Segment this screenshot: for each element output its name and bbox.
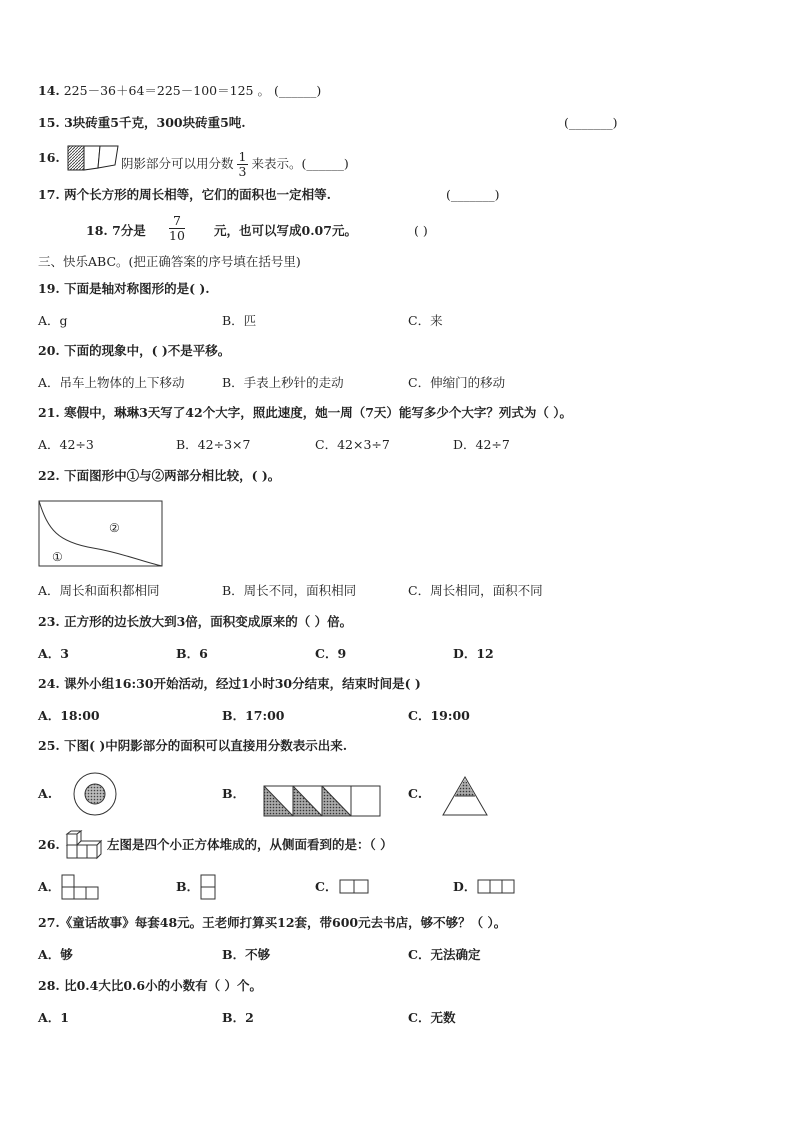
question-number: 20. — [38, 343, 60, 358]
option-b[interactable]: B．17:00 — [222, 708, 285, 723]
question-number: 21. — [38, 405, 60, 420]
question-text: 7分是 — [112, 223, 146, 238]
fraction-seven-tenths — [166, 214, 188, 243]
option-b[interactable]: B．周长不同，面积相同 — [222, 583, 357, 598]
question-26-number: 26. — [38, 837, 60, 852]
ring-shaded-figure — [72, 771, 118, 817]
option-a[interactable]: A. — [38, 786, 53, 801]
answer-bracket[interactable]: ( ) — [414, 223, 428, 238]
question-18 — [86, 223, 146, 239]
option-c[interactable]: C．周长相同，面积不同 — [408, 583, 543, 598]
question-number: 16. — [38, 150, 60, 165]
answer-bracket[interactable]: (______) — [273, 83, 322, 98]
question-number: 19. — [38, 281, 60, 296]
option-b[interactable]: B．6 — [176, 646, 208, 661]
option-d[interactable]: D．42÷7 — [453, 437, 510, 452]
question-26-text: 左图是四个小正方体堆成的，从侧面看到的是：（ ） — [107, 837, 393, 852]
question-19 — [38, 281, 210, 297]
question-28 — [38, 978, 262, 994]
question-number: 22. — [38, 468, 60, 483]
question-text: 两个长方形的周长相等，它们的面积也一定相等. — [64, 187, 331, 202]
question-number: 17. — [38, 187, 60, 202]
option-c[interactable]: C．19:00 — [408, 708, 470, 723]
question-text: 下面是轴对称图形的是( ). — [64, 281, 210, 296]
question-text: 比0.4大比0.6小的小数有（ ）个。 — [64, 978, 262, 993]
fraction-numerator: 1 — [238, 149, 247, 164]
question-text: 下面图形中①与②两部分相比较，( )。 — [64, 468, 281, 483]
question-number: 27. — [38, 915, 60, 930]
question-text-end: 来表示。(______) — [251, 156, 349, 171]
fraction-one-third — [237, 150, 249, 179]
question-number: 23. — [38, 614, 60, 629]
question-25 — [38, 738, 347, 754]
option-c[interactable]: C．42×3÷7 — [315, 437, 390, 452]
option-a[interactable]: A． — [38, 879, 61, 894]
option-b[interactable]: B．匹 — [222, 313, 257, 328]
option-c[interactable]: C．伸缩门的移动 — [408, 375, 506, 390]
option-b[interactable]: B．2 — [222, 1010, 254, 1025]
option-d[interactable]: D．12 — [453, 646, 494, 661]
option-b[interactable]: B． — [176, 879, 200, 894]
question-number: 28. — [38, 978, 60, 993]
view-option-c-figure — [339, 879, 369, 895]
option-b[interactable]: B．手表上秒针的走动 — [222, 375, 344, 390]
region-label-2: ② — [109, 521, 120, 535]
answer-bracket[interactable]: (_______) — [564, 115, 618, 130]
cube-stack-figure — [65, 832, 109, 860]
triangle-shaded-figure — [441, 775, 489, 817]
option-b[interactable]: B． — [222, 786, 246, 801]
answer-bracket[interactable]: (_______) — [446, 187, 500, 202]
fraction-denominator: 3 — [238, 164, 247, 179]
view-option-b-figure — [200, 874, 216, 900]
option-b[interactable]: B．42÷3×7 — [176, 437, 251, 452]
option-a[interactable]: A．42÷3 — [38, 437, 94, 452]
option-a[interactable]: A．够 — [38, 947, 73, 962]
option-c[interactable]: C. — [408, 786, 423, 801]
option-a[interactable]: A．18:00 — [38, 708, 100, 723]
option-d[interactable]: D． — [453, 879, 477, 894]
question-15 — [38, 115, 246, 131]
option-c[interactable]: C．来 — [408, 313, 443, 328]
question-text: 课外小组16:30开始活动，经过1小时30分结束，结束时间是( ) — [64, 676, 421, 691]
squares-triangles-figure — [263, 785, 383, 817]
question-text: 3块砖重5千克，300块砖重5吨. — [64, 115, 246, 130]
question-16 — [38, 150, 60, 166]
option-a[interactable]: A．吊车上物体的上下移动 — [38, 375, 185, 390]
question-24 — [38, 676, 421, 692]
option-a[interactable]: A．g — [38, 313, 68, 328]
question-18-text: 元，也可以写成0.07元。 — [214, 223, 357, 238]
question-text: 225－36＋64＝225－100＝125 。 — [63, 83, 270, 98]
option-a[interactable]: A．1 — [38, 1010, 69, 1025]
view-option-d-figure — [477, 879, 517, 895]
question-text: 寒假中，琳琳3天写了42个大字，照此速度，她一周（7天）能写多少个大字？列式为（ ）。 — [64, 405, 573, 420]
question-21 — [38, 405, 572, 421]
question-23 — [38, 614, 352, 630]
question-number: 24. — [38, 676, 60, 691]
option-c[interactable]: C．9 — [315, 646, 347, 661]
fraction-denominator: 10 — [169, 228, 185, 243]
question-text: 正方形的边长放大到3倍，面积变成原来的（ ）倍。 — [64, 614, 353, 629]
view-option-a-figure — [61, 874, 99, 900]
question-20 — [38, 343, 230, 359]
fraction-numerator: 7 — [169, 214, 185, 229]
option-c[interactable]: C． — [315, 879, 338, 894]
option-c[interactable]: C．无数 — [408, 1010, 456, 1025]
question-14 — [38, 83, 321, 99]
question-22 — [38, 468, 280, 484]
question-number: 18. — [86, 223, 108, 238]
option-b[interactable]: B．不够 — [222, 947, 271, 962]
fraction-strip-figure — [66, 144, 120, 172]
question-16-text — [121, 150, 349, 179]
question-27 — [38, 915, 506, 931]
question-text: 阴影部分可以用分数 — [121, 156, 234, 171]
section-title: 三、快乐ABC。(把正确答案的序号填在括号里) — [38, 254, 301, 269]
question-17 — [38, 187, 331, 203]
region-label-1: ① — [52, 550, 63, 564]
option-c[interactable]: C．无法确定 — [408, 947, 481, 962]
question-number: 15. — [38, 115, 60, 130]
option-a[interactable]: A．周长和面积都相同 — [38, 583, 160, 598]
question-text: 下图( )中阴影部分的面积可以直接用分数表示出来. — [64, 738, 348, 753]
question-text: 下面的现象中，( )不是平移。 — [64, 343, 231, 358]
question-text: 《童话故事》每套48元。王老师打算买12套，带600元去书店，够不够？（ ）。 — [59, 915, 507, 930]
option-a[interactable]: A．3 — [38, 646, 69, 661]
question-number: 25. — [38, 738, 60, 753]
question-number: 14. — [38, 83, 60, 98]
